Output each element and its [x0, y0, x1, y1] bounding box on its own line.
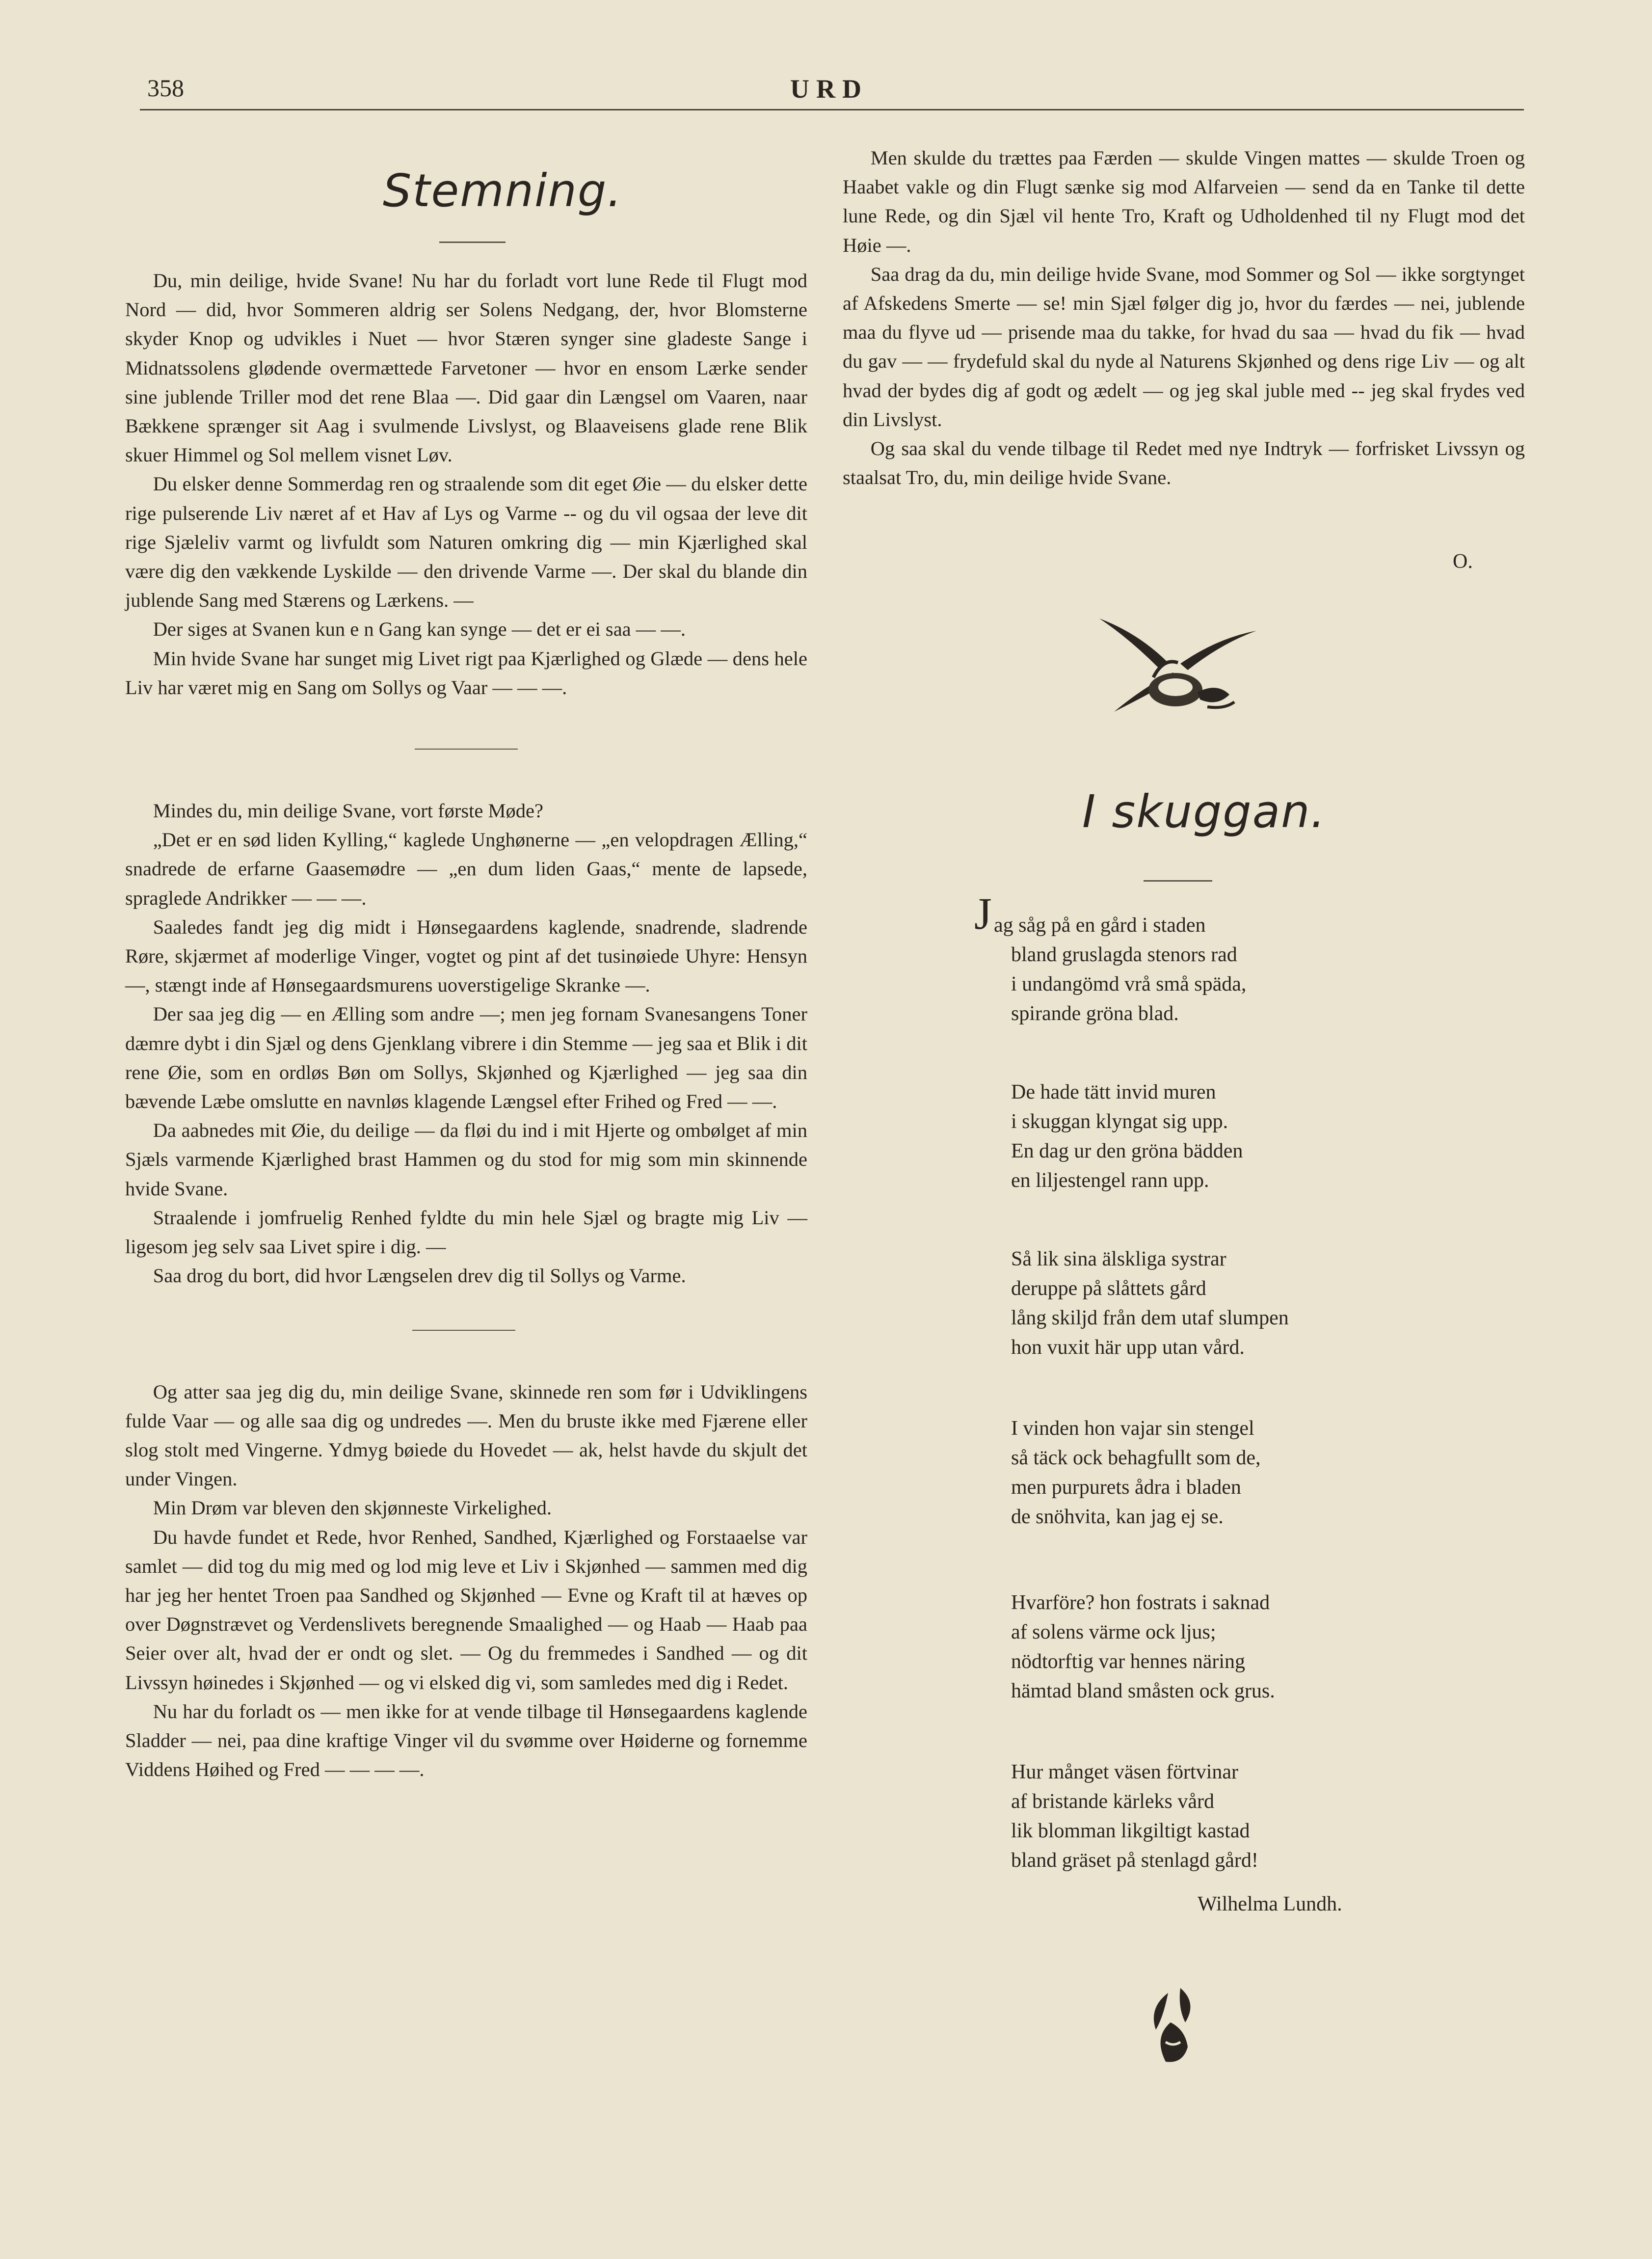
paragraph: Mindes du, min deilige Svane, vort første Møde?	[153, 800, 543, 822]
poem-author: Wilhelma Lundh.	[1198, 1893, 1342, 1915]
poem-line: bland gruslagda stenors rad	[1011, 943, 1237, 966]
paragraph: Du havde fundet et Rede, hvor Renhed, Sandhed, Kjærlighed og Forstaaelse var samlet — did tog du mig med og lod mig leve et Liv i Skjønhed — sammen med dig har jeg her hentet Troen paa Sandhed og Skjønhed — Evne og Kraft til at hæves op over Døgnstrævet og Verdenslivets beregnende Smaalighed — og Haab — Haab paa Seier over alt, hvad der er ondt og slet. — Og du fremmedes i Sandhed — og dit Livssyn høinedes i Skjønhed — og vi elsked dig vi, som samledes med dig i Redet.	[125, 1526, 807, 1694]
paragraph: Saaledes fandt jeg dig midt i Hønsegaardens kaglende, snadrende, sladrende Røre, skjærmet af moderlige Vinger, vogtet og pint af det tusinøiede Uhyre: Hensyn —, stængt inde af Hønsegaardsmurens uoverstigelige Skranke —.	[125, 915, 807, 996]
running-head: URD	[790, 74, 868, 104]
poem-stanza	[1011, 1414, 1261, 1532]
section-rule	[415, 749, 518, 750]
poem-line: i undangömd vrå små späda,	[1011, 973, 1247, 995]
poem-line: de snöhvita, kan jag ej se.	[1011, 1506, 1224, 1528]
poem-stanza	[1011, 1757, 1258, 1875]
right-column	[843, 143, 1525, 492]
title-rule	[439, 242, 506, 243]
poem-line: hon vuxit här upp utan vård.	[1011, 1336, 1245, 1359]
paragraph: Nu har du forladt os — men ikke for at vende tilbage til Hønsegaardens kaglende Sladder — nei, paa dine kraftige Vinger vil du svømme over Høiderne og fornemme Viddens Høihed og Fred — — — —.	[125, 1700, 807, 1781]
poem-stanza	[1011, 1244, 1289, 1362]
paragraph: Saa drog du bort, did hvor Længselen drev dig til Sollys og Varme.	[153, 1264, 686, 1287]
article-signature: O.	[1453, 550, 1473, 573]
paragraph: Og atter saa jeg dig du, min deilige Svane, skinnede ren som før i Udviklingens fulde Vaar — og alle saa dig og undredes —. Men du bruste ikke med Fjærene eller slog stolt med Vingerne. Ydmyg bøiede du Hovedet — ak, helst havde du skjult det under Vingen.	[125, 1380, 807, 1490]
paragraph: Der siges at Svanen kun e n Gang kan synge — det er ei saa — —.	[153, 618, 686, 641]
poem-line: Hur månget väsen förtvinar	[1011, 1761, 1239, 1783]
paragraph: Og saa skal du vende tilbage til Redet med nye Indtryk — forfrisket Livssyn og staalsat Tro, du, min deilige hvide Svane.	[843, 437, 1525, 489]
quill-and-ribbon-ornament	[1094, 609, 1261, 722]
leaf-ornament	[1139, 1983, 1207, 2067]
poem-title-rule	[1144, 880, 1212, 882]
poem-line: lång skiljd från dem utaf slumpen	[1011, 1307, 1289, 1329]
header-rule	[140, 109, 1524, 110]
paragraph: Min hvide Svane har sunget mig Livet rigt paa Kjærlighed og Glæde — dens hele Liv har været mig en Sang om Sollys og Vaar — — —.	[125, 647, 807, 699]
poem-line: deruppe på slåttets gård	[1011, 1277, 1206, 1300]
paragraph: Men skulde du trættes paa Færden — skulde Vingen mattes — skulde Troen og Haabet vakle og din Flugt sænke sig mod Alfarveien — send da en Tanke til dette lune Rede, og din Sjæl vil hente Tro, Kraft og Udholdenhed til ny Flugt mod det Høie —.	[843, 147, 1525, 256]
paragraph: Da aabnedes mit Øie, du deilige — da fløi du ind i mit Hjerte og ombølget af min Sjæls varmende Kjærlighed brast Hammen og du stod for mig som min skinnende hvide Svane.	[125, 1119, 807, 1200]
paragraph: Du, min deilige, hvide Svane! Nu har du forladt vort lune Rede til Flugt mod Nord — did, hvor Sommeren aldrig ser Solens Nedgang, der, hvor Blomsterne skyder Knop og udvikles i Nuet — hvor Stæren synger sine gladeste Sange i Midnatssolens glødende overmættede Farvetoner — hvor en ensom Lærke sender sine jublende Triller mod det rene Blaa —. Did gaar din Længsel om Vaaren, naar Bækkene sprænger sit Aag i svulmende Livslyst, og Blaaveisens glade rene Blik skuer Himmel og Sol mellem visnet Løv.	[125, 269, 807, 466]
poem-line: en liljestengel rann upp.	[1011, 1169, 1209, 1192]
poem-line: Hvarföre? hon fostrats i saknad	[1011, 1591, 1270, 1614]
poem-line: af bristande kärleks vård	[1011, 1790, 1214, 1813]
poem-line: hämtad bland småsten ock grus.	[1011, 1680, 1275, 1702]
poem-title: I skuggan.	[1082, 785, 1326, 838]
paragraph: Min Drøm var bleven den skjønneste Virkelighed.	[153, 1497, 552, 1519]
poem-line: Så lik sina älskliga systrar	[1011, 1248, 1226, 1270]
poem-line: men purpurets ådra i bladen	[1011, 1476, 1241, 1499]
poem-line: I vinden hon vajar sin stengel	[1011, 1417, 1254, 1440]
poem-line: lik blomman likgiltigt kastad	[1011, 1820, 1250, 1842]
poem-stanza	[1011, 940, 1246, 1028]
poem-stanza	[994, 911, 1206, 940]
poem-line: bland gräset på stenlagd gård!	[1011, 1849, 1258, 1872]
poem-line: nödtorftig var hennes näring	[1011, 1650, 1246, 1673]
paragraph: „Det er en sød liden Kylling,“ kaglede Unghønerne — „en velopdragen Ælling,“ snadrede de erfarne Gaasemødre — „en dum liden Gaas,“ mente de lapsede, spraglede Andrikker — — —.	[125, 829, 807, 909]
paragraph: Du elsker denne Sommerdag ren og straalende som dit eget Øie — du elsker dette rige pulserende Liv næret af et Hav af Lys og Varme -- og du vil ogsaa der leve dit rige Sjæleliv varmt og livfuldt som Naturen omkring dig — min Kjærlighed skal være dig den vækkende Lyskilde — den drivende Varme —. Der skal du blande din jublende Sang med Stærens og Lærkens. —	[125, 473, 807, 612]
paragraph: Straalende i jomfruelig Renhed fyldte du min hele Sjæl og bragte mig Liv — ligesom jeg selv saa Livet spire i dig. —	[125, 1206, 807, 1258]
poem-line: De hade tätt invid muren	[1011, 1081, 1216, 1103]
section-rule	[412, 1330, 515, 1331]
poem-line: ag såg på en gård i staden	[994, 914, 1206, 937]
poem-stanza	[1011, 1588, 1275, 1706]
article-title: Stemning.	[383, 164, 623, 217]
poem-dropcap: J	[974, 888, 992, 939]
poem-line: af solens värme ock ljus;	[1011, 1621, 1216, 1643]
poem-line: så täck ock behagfullt som de,	[1011, 1447, 1261, 1469]
poem-stanza	[1011, 1077, 1243, 1195]
left-column	[125, 266, 807, 1784]
page-number: 358	[147, 74, 184, 102]
paragraph: Saa drag da du, min deilige hvide Svane, mod Sommer og Sol — ikke sorgtynget af Afskedens Smerte — se! min Sjæl følger dig jo, hvor du færdes — nei, jublende maa du flyve ud — prisende maa du takke, for hvad du saa — hvad du fik — hvad du gav — — frydefuld skal du nyde al Naturens Skjønhed og dens rige Liv — og alt hvad der bydes dig af godt og ædelt — og jeg skal juble med -- jeg skal frydes ved din Livslyst.	[843, 263, 1525, 430]
paragraph: Der saa jeg dig — en Ælling som andre —; men jeg fornam Svanesangens Toner dæmre dybt i din Sjæl og dens Gjenklang vibrere i din Stemme — jeg saa et Blik i dit rene Øie, som en ordløs Bøn om Sollys, Skjønhed og Kjærlighed — jeg saa din bævende Læbe omslutte en navnløs klagende Længsel efter Frihed og Fred — —.	[125, 1003, 807, 1113]
poem-line: spirande gröna blad.	[1011, 1002, 1179, 1025]
poem-line: En dag ur den gröna bädden	[1011, 1140, 1243, 1162]
poem-line: i skuggan klyngat sig upp.	[1011, 1110, 1228, 1133]
